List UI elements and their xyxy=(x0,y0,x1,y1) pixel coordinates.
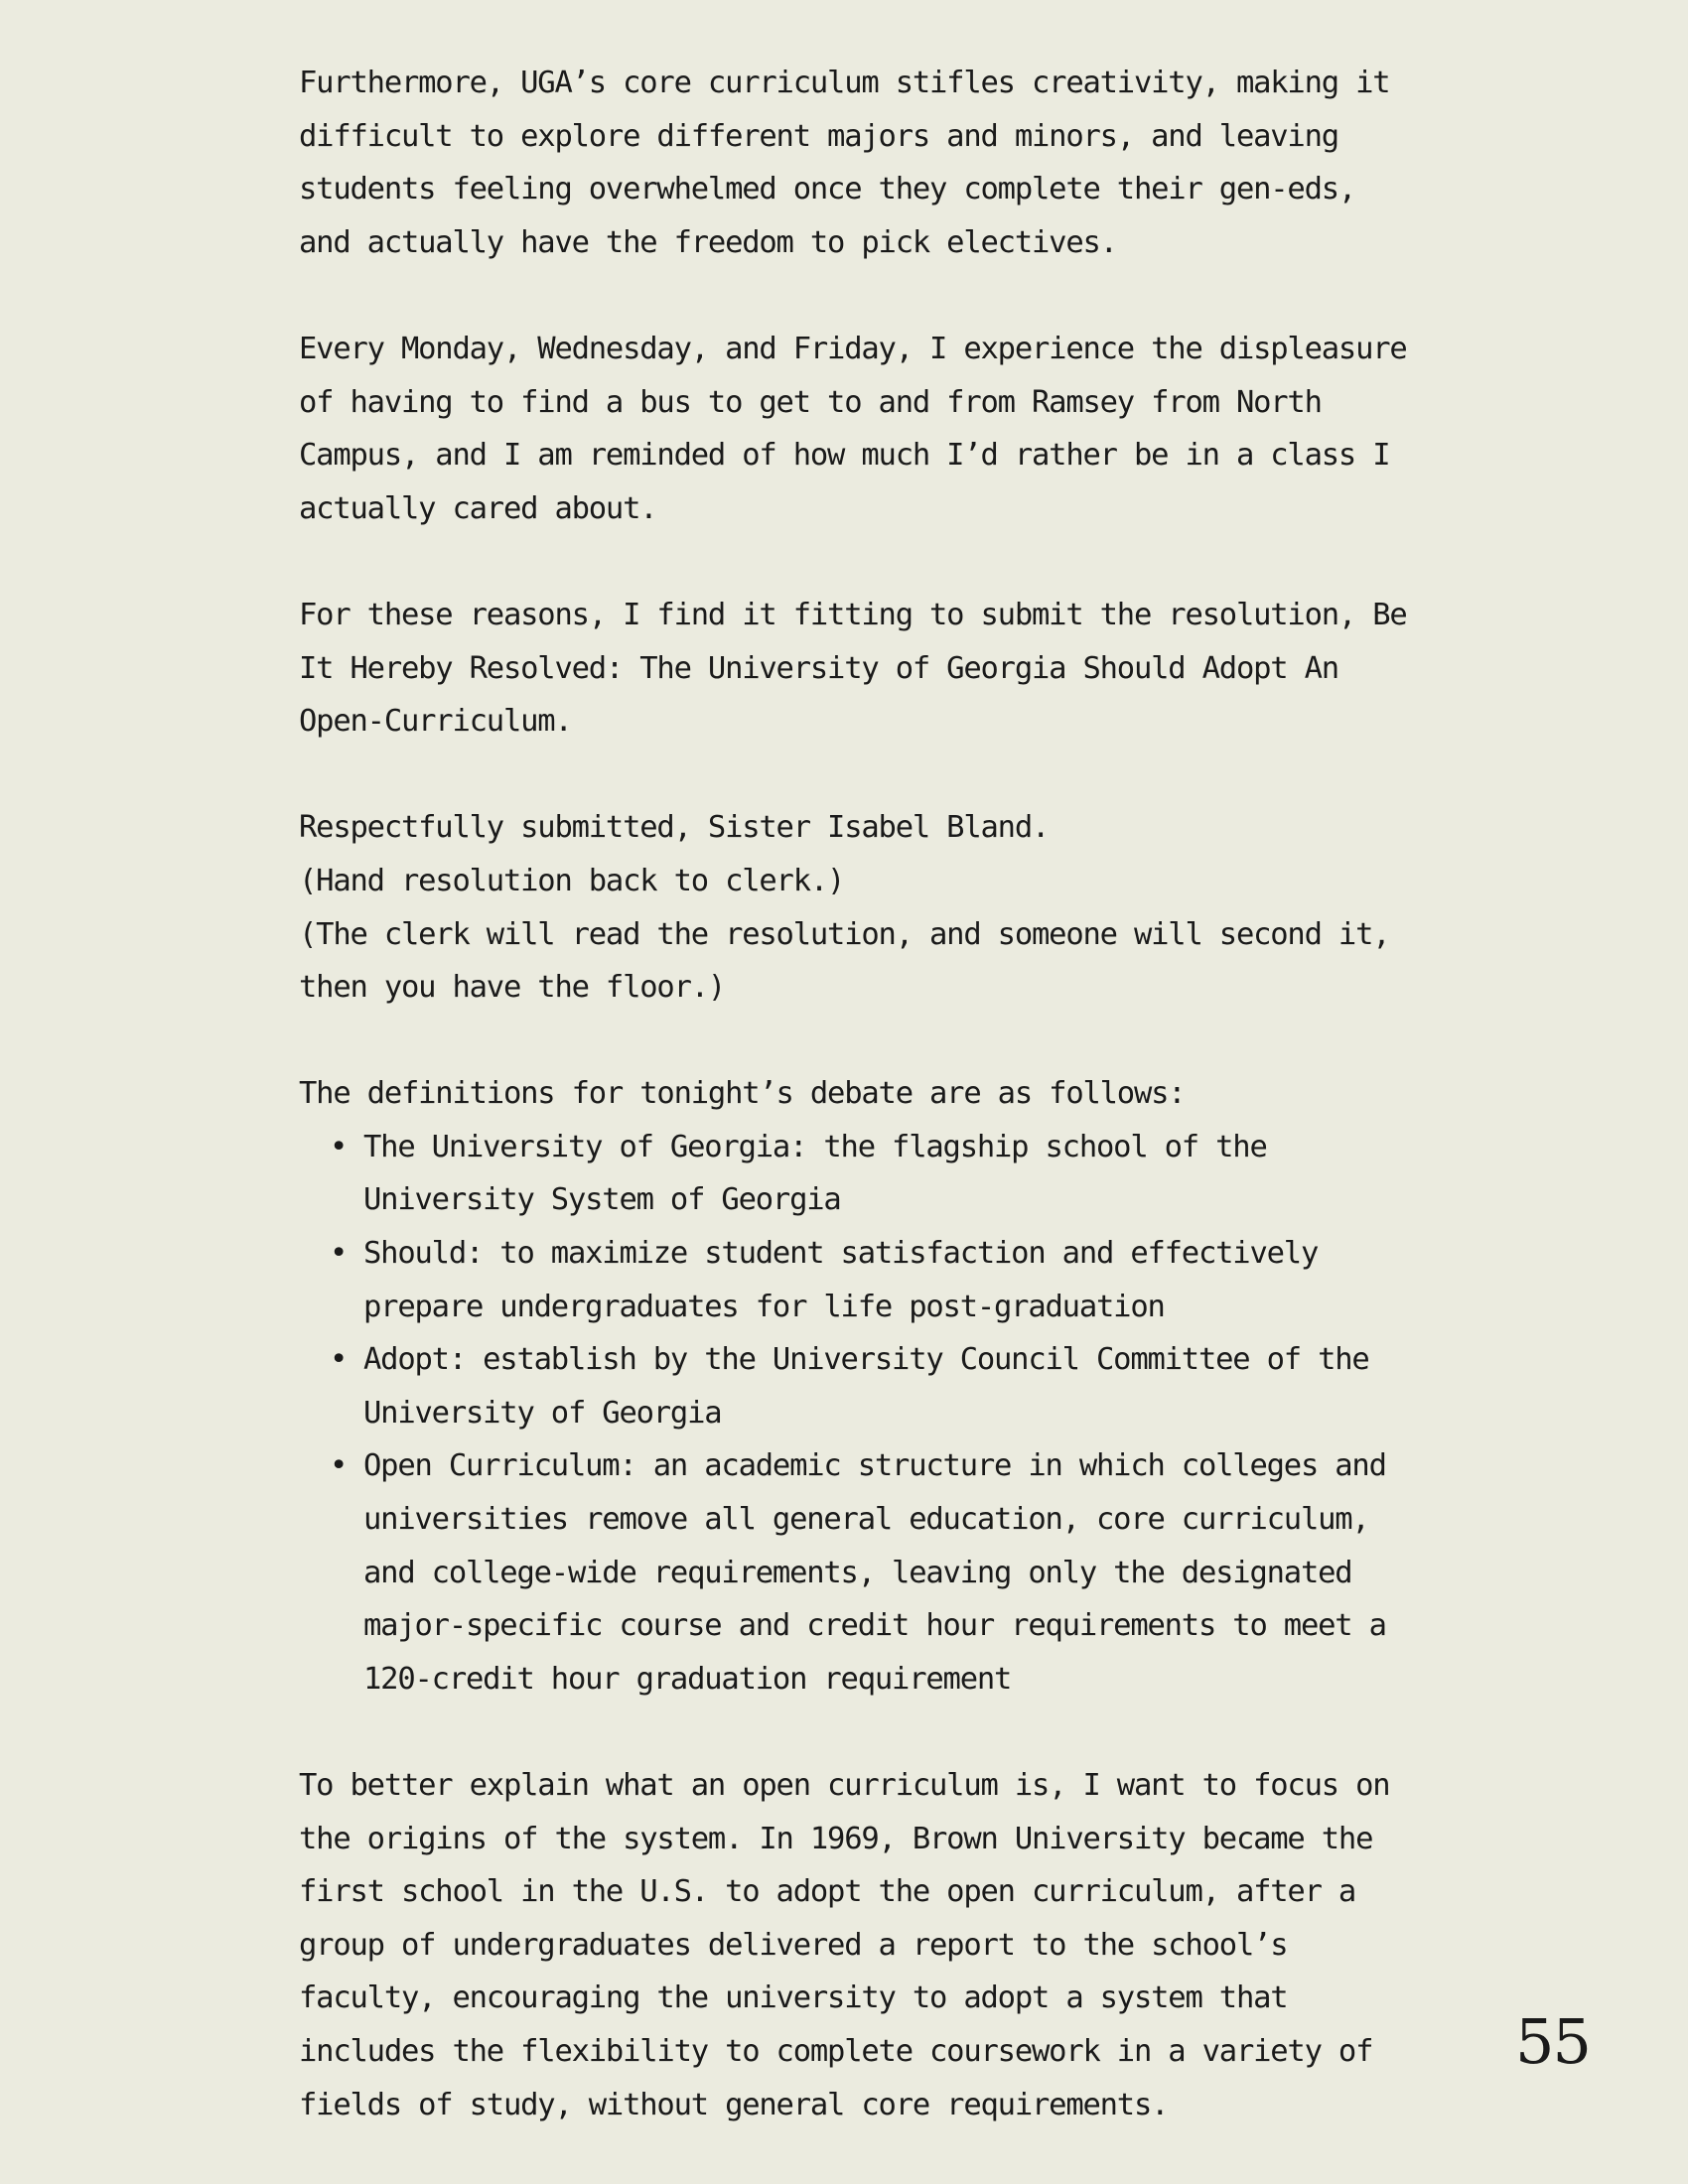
definition-item: • The University of Georgia: the flagship school of the University System of Georgia xyxy=(299,1121,1421,1227)
definitions-intro: The definitions for tonight’s debate are as follows: xyxy=(299,1076,1186,1112)
definition-item: • Should: to maximize student satisfaction and effectively prepare undergraduates for life post-graduation xyxy=(299,1227,1421,1333)
page-number: 55 xyxy=(1515,2005,1590,2078)
stage-direction-clerk: (Hand resolution back to clerk.) xyxy=(299,863,845,898)
definition-item: • Open Curriculum: an academic structure in which colleges and universities remove all general education, core curriculum, and college-wide requirements, leaving only the designated major-specific course and credit hour requirements to meet a 120-credit hour graduation requirement xyxy=(299,1439,1421,1706)
signature-line: Respectfully submitted, Sister Isabel Bland. xyxy=(299,810,1050,846)
paragraph-resolution: For these reasons, I find it fitting to submit the resolution, Be It Hereby Resolved: The University of Georgia Should Adopt An Open-Curriculum. xyxy=(299,597,1407,740)
page-body xyxy=(299,57,1421,2131)
paragraph-core-curriculum: Furthermore, UGA’s core curriculum stifles creativity, making it difficult to explore different majors and minors, and leaving students feeling overwhelmed once they complete their gen-eds, and actually have the freedom to pick electives. xyxy=(299,66,1390,260)
paragraph-bus-commute: Every Monday, Wednesday, and Friday, I experience the displeasure of having to find a bus to get to and from Ramsey from North Campus, and I am reminded of how much I’d rather be in a class I actually cared about. xyxy=(299,331,1407,526)
definition-item: • Adopt: establish by the University Council Committee of the University of Georgia xyxy=(299,1333,1421,1439)
stage-direction-floor: (The clerk will read the resolution, and someone will second it, then you have the floor.) xyxy=(299,916,1390,1006)
definitions-list xyxy=(299,1121,1421,1706)
paragraph-origins: To better explain what an open curriculum is, I want to focus on the origins of the system. In 1969, Brown University became the first school in the U.S. to adopt the open curriculum, after a group of undergraduates delivered a report to the school’s faculty, encouraging the university to adopt a system that includes the flexibility to complete coursework in a variety of fields of study, without general core requirements. xyxy=(299,1768,1390,2122)
